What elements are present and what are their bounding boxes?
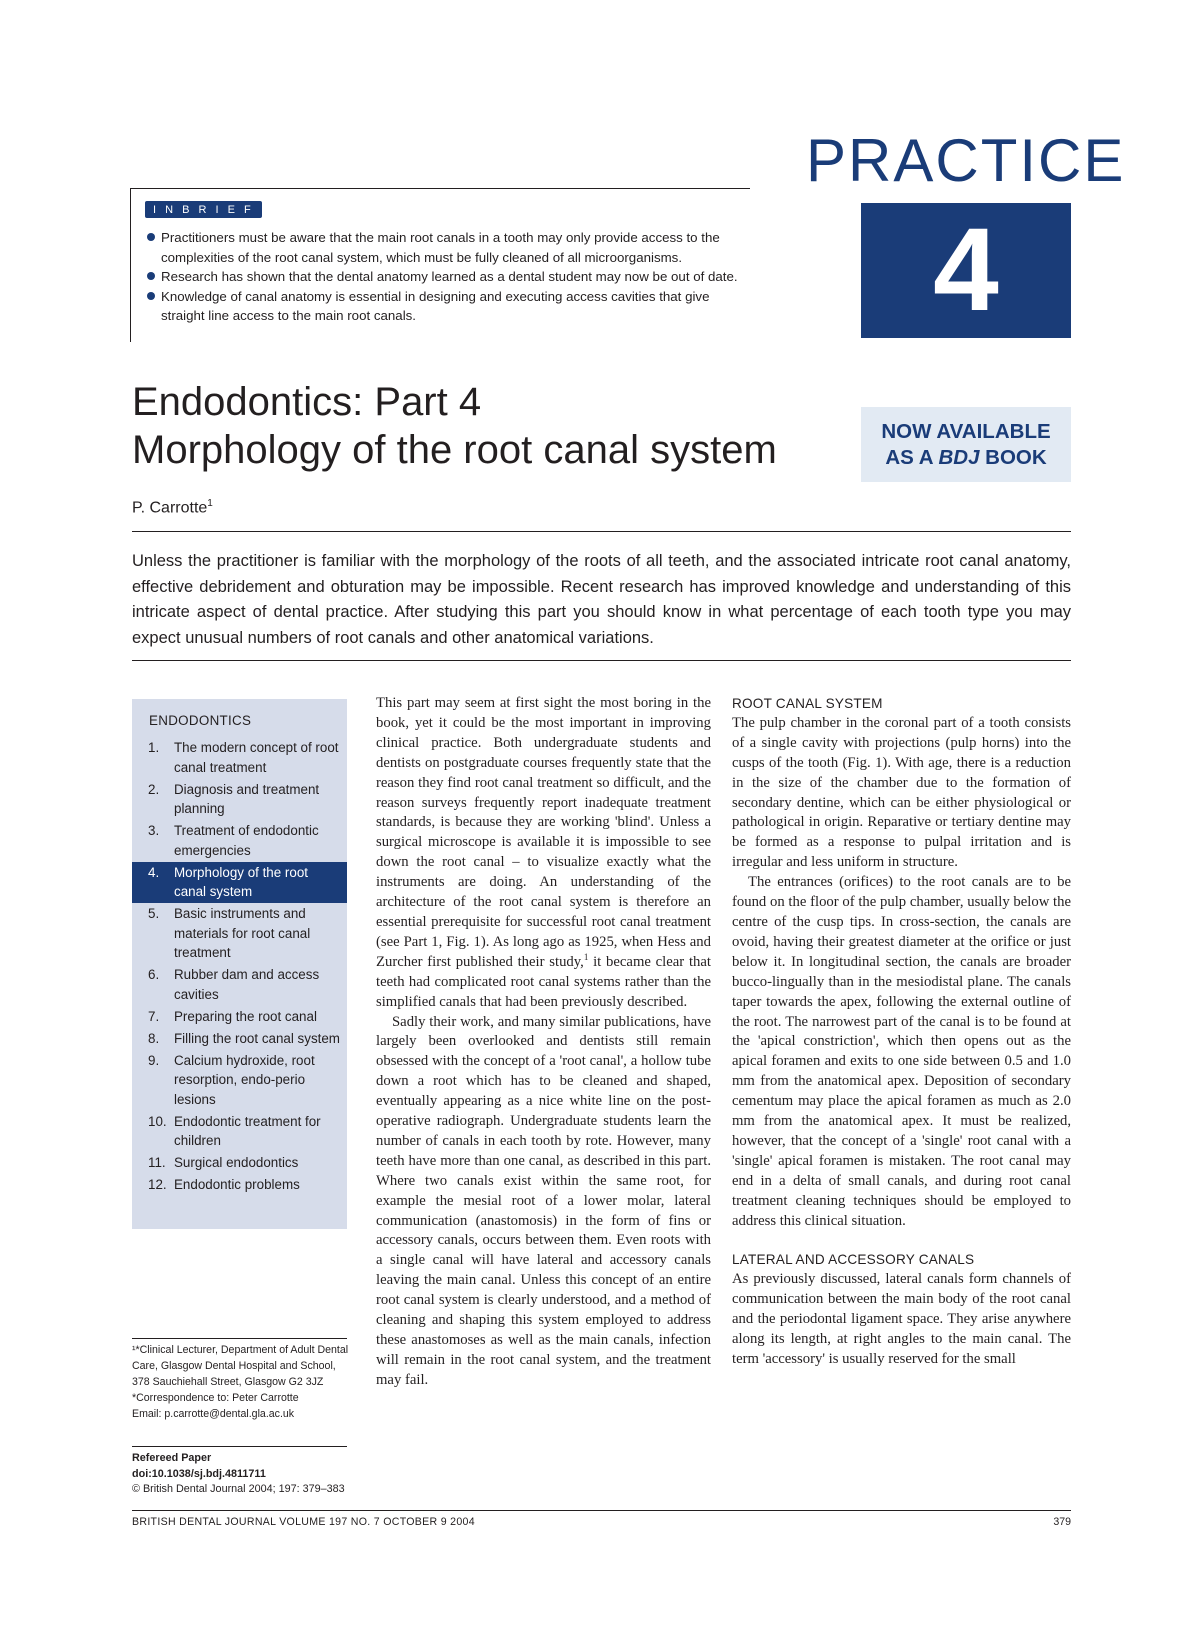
title-line-2: Morphology of the root canal system bbox=[132, 428, 777, 472]
series-item: 3. Treatment of endodontic emergencies bbox=[148, 823, 319, 858]
bullet-icon bbox=[147, 233, 155, 241]
footer-rule bbox=[132, 1510, 1071, 1511]
author-sup: 1 bbox=[207, 498, 213, 509]
series-heading: ENDODONTICS bbox=[149, 713, 252, 728]
series-item: 5. Basic instruments and materials for root canal treatment bbox=[148, 906, 311, 960]
in-brief-tag: I N B R I E F bbox=[145, 201, 262, 218]
in-brief-item: Practitioners must be aware that the main root canals in a tooth may only provide access to the complexities of the root canal system, which must be fully cleaned of all microorganisms. bbox=[145, 228, 755, 267]
book-promo: NOW AVAILABLE AS A BDJ BOOK bbox=[861, 407, 1071, 482]
in-brief-item: Knowledge of canal anatomy is essential in designing and executing access cavities that give straight line access to the main root canals. bbox=[145, 287, 755, 326]
reference-rule bbox=[132, 1446, 347, 1447]
journal-footer: BRITISH DENTAL JOURNAL VOLUME 197 NO. 7 OCTOBER 9 2004 bbox=[132, 1516, 475, 1528]
series-item: 10. Endodontic treatment for children bbox=[148, 1113, 321, 1148]
in-brief-list bbox=[145, 228, 755, 326]
reference-info: Refereed Paper doi:10.1038/sj.bdj.4811711 © British Dental Journal 2004; 197: 379–383 bbox=[132, 1452, 345, 1495]
article-title bbox=[132, 378, 832, 474]
series-item-current: 4. Morphology of the root canal system bbox=[132, 862, 347, 904]
body-column-1 bbox=[376, 694, 711, 1391]
paragraph: As previously discussed, lateral canals form channels of communication between the main body of the root canal and the periodontal ligament space. They arise anywhere along its length, at right angles to the main canal. The term 'accessory' is usually reserved for the small bbox=[732, 1271, 1071, 1367]
body-column-2 bbox=[732, 694, 1071, 1370]
abstract: Unless the practitioner is familiar with the morphology of the roots of all teeth, and the associated intricate root canal anatomy, effective debridement and obturation may be impossible. Recent research has improved knowledge and understanding of this intricate aspect of dental practice. After studying this part you should know in what percentage of each tooth type you may expect unusual numbers of root canals and other anatomical variations. bbox=[132, 552, 1071, 647]
series-item: 7. Preparing the root canal bbox=[148, 1008, 317, 1024]
series-item: 6. Rubber dam and access cavities bbox=[148, 967, 320, 1002]
paragraph: The pulp chamber in the coronal part of a tooth consists of a single cavity with projections (pulp horns) into the cusps of the tooth (Fig. 1). With age, there is a reduction in the size of the chamber due to the formation of secondary dentine, which can be either physiological or pathological in origin. Reparative or tertiary dentine may be formed as a response to pulpal irritation and is irregular and less uniform in structure. bbox=[732, 714, 1071, 871]
series-item: 2. Diagnosis and treatment planning bbox=[148, 781, 320, 816]
series-item: 12. Endodontic problems bbox=[148, 1177, 300, 1192]
in-brief-item: Research has shown that the dental anatomy learned as a dental student may now be out of date. bbox=[145, 267, 755, 287]
paragraph: Sadly their work, and many similar publications, have largely been overlooked and dentists still remain obsessed with the concept of a 'root canal', a hollow tube down a root which has to be cleaned and shaped, eventually appearing as a nice white line on the post-operative radiograph. Undergraduate students learn the number of canals in each tooth by rote. However, many teeth have more than one canal, as described in this part. Where two canals exist within the same root, for example the mesial root of a lower molar, lateral communication (anastomosis) in the form of fins or accessory canals, occurs between them. Even roots with a single canal will have lateral and accessory canals leaving the main canal. Unless this concept of an entire root canal system is clearly understood, and a method of cleaning and shaping this system employed to address these anastomoses as well as the main canals, infection will remain in the root canal system, and the treatment may fail. bbox=[376, 1013, 711, 1388]
bullet-icon bbox=[147, 292, 155, 300]
series-item: 1. The modern concept of root canal treatment bbox=[148, 740, 339, 775]
series-item: 11. Surgical endodontics bbox=[148, 1155, 299, 1170]
paragraph: The entrances (orifices) to the root canals are to be found on the floor of the pulp chamber, usually below the centre of the cusp tips. In cross-section, the canals are ovoid, having their greatest diameter at the orifice or just below it. In longitudinal section, the canals are broader bucco-lingually than in the mesiodistal plane. The canals taper towards the apex, following the external outline of the root. The narrowest part of the canal is to be found at the 'apical constriction', which then opens out as the apical foramen and exits to one side between 0.5 and 1.0 mm from the anatomical apex. Deposition of secondary cementum may place the apical foramen as much as 2.0 mm from the anatomical apex. It must be realized, however, that the concept of a 'single' root canal with a 'single' apical foramen is mistaken. The root canal may end in a delta of small canals, and during root canal treatment cleaning techniques should be employed to address this clinical situation. bbox=[732, 874, 1071, 1229]
section-heading: LATERAL AND ACCESSORY CANALS bbox=[732, 1252, 975, 1268]
author-name: P. Carrotte bbox=[132, 499, 208, 517]
affiliation: ¹*Clinical Lecturer, Department of Adult Dental Care, Glasgow Dental Hospital and School, 378 Sauchiehall Street, Glasgow G2 3JZ *Correspondence to: Peter Carrotte Email: p.carrotte@dental.gla.ac.uk bbox=[132, 1344, 349, 1420]
section-heading: ROOT CANAL SYSTEM bbox=[732, 696, 883, 711]
page-number: 379 bbox=[1053, 1516, 1071, 1528]
in-brief-bar bbox=[130, 188, 131, 342]
affiliation-rule bbox=[132, 1338, 347, 1339]
bullet-icon bbox=[147, 272, 155, 280]
series-item: 9. Calcium hydroxide, root resorption, endo-perio lesions bbox=[148, 1052, 315, 1107]
series-item: 8. Filling the root canal system bbox=[148, 1030, 340, 1046]
paragraph: This part may seem at first sight the most boring in the book, yet it could be the most important in improving clinical practice. Both undergraduate students and dentists on postgraduate courses frequently state that the reason they find root canal treatment so difficult, and the reason surveys frequently report inadequate treatment standards, is because they are working 'blind'. Unless a surgical microscope is available it is impossible to see down the root canal – to visualize exactly what the instruments are doing. An understanding of the architecture of the root canal system is therefore an essential prerequisite for successful root canal treatment (see Part 1, Fig. 1). As long ago as 1925, when Hess and Zurcher first published their study,$^1$ it became clear that teeth had complicated root canal systems rather than the simplified canals that had been previously described. bbox=[376, 695, 711, 1010]
part-number-badge: 4 bbox=[861, 203, 1071, 338]
abstract-rule-bottom bbox=[132, 660, 1071, 661]
author bbox=[132, 498, 213, 517]
in-brief-rule bbox=[130, 188, 750, 189]
series-list bbox=[132, 737, 347, 1196]
series-box bbox=[132, 699, 347, 1229]
section-label: PRACTICE bbox=[806, 127, 1126, 194]
title-line-1: Endodontics: Part 4 bbox=[132, 380, 482, 424]
abstract-rule-top bbox=[132, 531, 1071, 532]
